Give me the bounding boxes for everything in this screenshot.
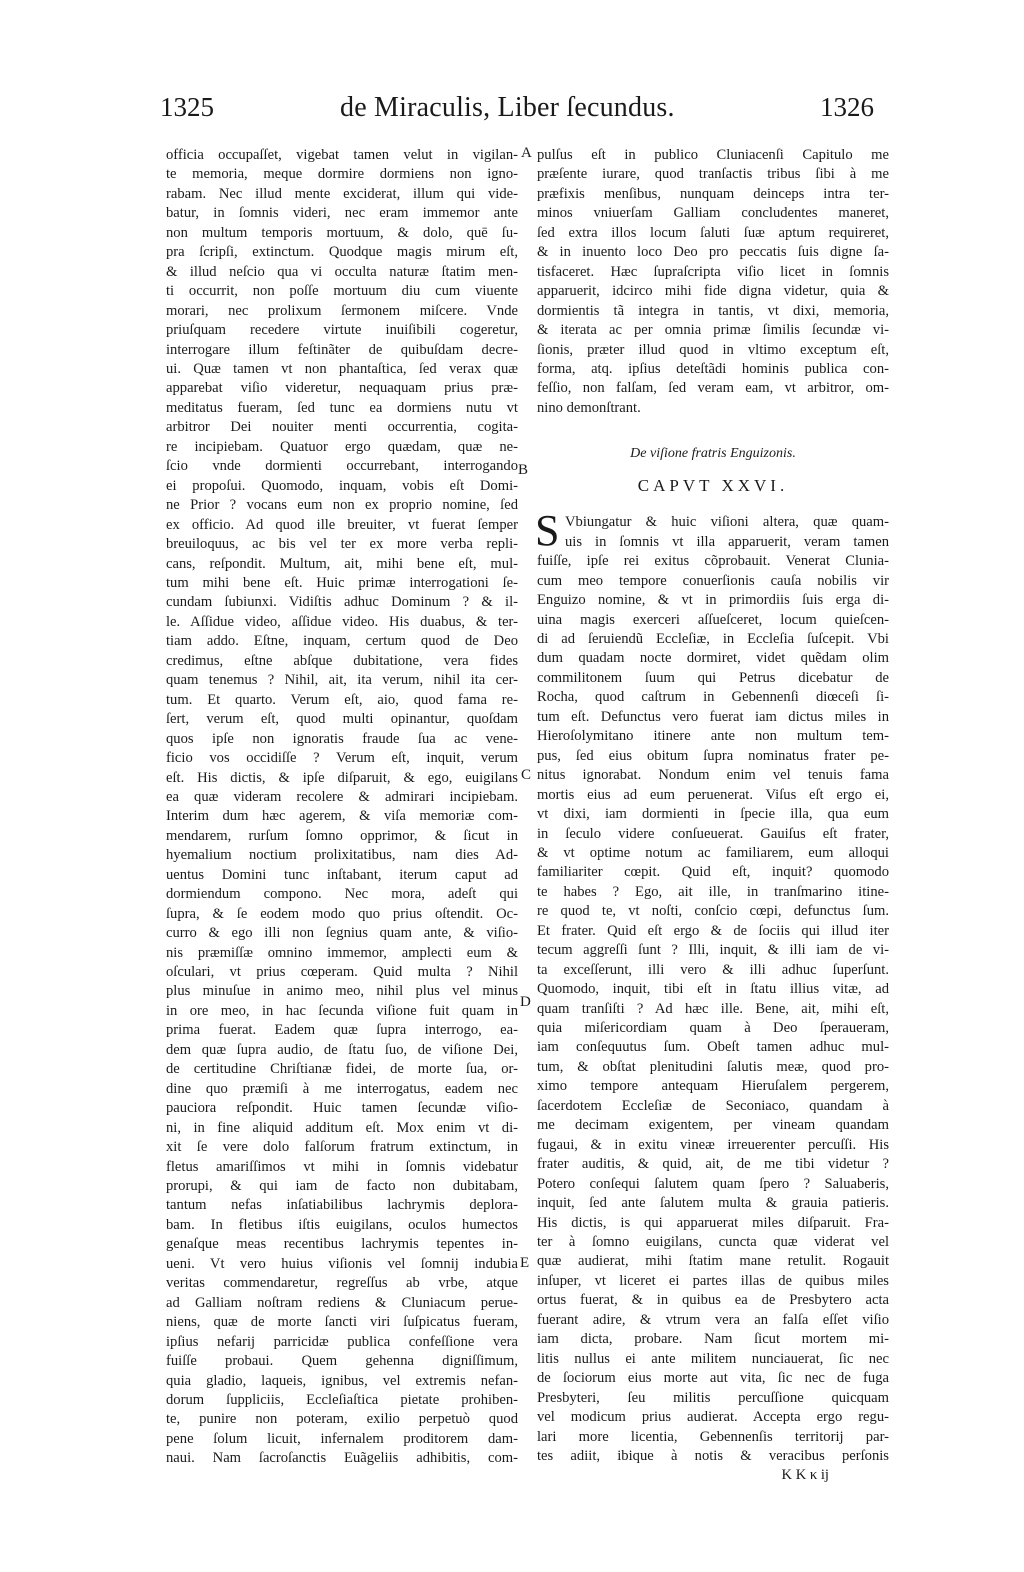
text-line: pus, ſed eius obitum ſupra nominatus frater pe-	[537, 747, 889, 764]
text-line: & illud neſcio qua vi occulta naturæ ſtatim men-	[166, 263, 518, 280]
left-column	[166, 146, 518, 1469]
chapter-heading: CAPVT XXVI.	[637, 475, 789, 495]
text-line: His dictis, is qui apparuerat miles diſparuit. Fra-	[537, 1214, 889, 1231]
text-line: vt dixi, iam dormienti in ſpecie illa, qua eum	[537, 806, 889, 823]
page-header	[0, 92, 1024, 132]
text-line: Potero conſequi ſalutem quam ſpero ? Saluaberis,	[537, 1175, 889, 1192]
text-line: nis præmiſſæ omnino immemor, amplecti eum &	[166, 944, 518, 961]
text-line: tisfaceret. Hæc ſupraſcripta viſio licet in ſomnis	[537, 263, 889, 280]
text-line: tum, & obſtat plenitudini ſalutis meæ, quod pro-	[537, 1058, 889, 1075]
text-line: ne Prior ? vocans eum non ex proprio nomine, ſed	[166, 497, 518, 514]
text-line: naui. Nam ſacroſanctis Euãgeliis adhibitis, com-	[166, 1450, 518, 1467]
margin-marker-c: C	[521, 767, 532, 783]
text-line: de certitudine Chriſtianæ fidei, de morte ſua, or-	[166, 1061, 518, 1078]
text-line: uentus Domini tunc inſtabant, iterum caput ad	[166, 866, 518, 883]
text-line: tum. Et quarto. Verum eſt, aio, quod fama re-	[166, 691, 518, 708]
text-line: ueni. Vt vero huius viſionis vel ſomnij indubia	[166, 1255, 518, 1272]
text-line: arbitror Dei nouiter menti occurrentia, cogita-	[166, 419, 518, 436]
text-line: Interim dum hæc agerem, & viſa memoriæ com-	[166, 808, 518, 825]
text-line: inquit, ſed ante ſalutem multa & grauia patieris.	[537, 1195, 889, 1212]
text-line: priuſquam recedere virtute inuiſibili cogeretur,	[166, 322, 518, 339]
text-line: ſert, verum eſt, quod multi opinantur, quoſdam	[166, 711, 518, 728]
text-line: Vbiungatur & huic viſioni altera, quæ quam-	[565, 514, 889, 531]
text-line: me decimam exigentem, per vineam quandam	[537, 1117, 889, 1134]
text-line: litis nullus ei ante militem nunciauerat, ſic nec	[537, 1350, 889, 1367]
text-line: plus minuſue in animo meo, nihil plus vel minus	[166, 983, 518, 1000]
text-line: Et frater. Quid eſt ergo & de ſociis qui illud iter	[537, 922, 889, 939]
text-line: ter à ſomno euigilans, cuncta quæ viderat vel	[537, 1234, 889, 1251]
text-line: cum meo tempore conuerſionis cauſa nobilis vir	[537, 572, 889, 589]
text-line: Rocha, quod caſtrum in Gebennenſi diœceſi ſi-	[537, 689, 889, 706]
page-number-left: 1325	[160, 92, 214, 122]
text-line: dem quæ ſupra audio, de ſtatu ſuo, de viſione Dei,	[166, 1041, 518, 1058]
text-line: te, punire non poteram, exilio perpetuò quod	[166, 1411, 518, 1428]
text-line: tum mihi bene eſt. Huic primæ interrogationi ſe-	[166, 574, 518, 591]
text-line: familiariter cœpit. Quid eſt, inquit? quomodo	[537, 864, 889, 881]
text-line: de ſociorum eius morte aut vita, ſic nec de fuga	[537, 1370, 889, 1387]
text-line: tecum aggreſſi ſunt ? Illi, inquit, & illi iam de vi-	[537, 942, 889, 959]
margin-marker-d: D	[520, 994, 531, 1010]
text-line: Hieroſolymitano itinere ante non multum tem-	[537, 728, 889, 745]
right-column-body-text	[537, 513, 889, 1466]
text-line: minos vniuerſam Galliam concludentes maneret,	[537, 205, 889, 222]
text-line: quia gladio, laqueis, ignibus, vel extremis nefan-	[166, 1372, 518, 1389]
text-line: feſſio, non falſam, ſed veram eam, vt arbitror, om-	[537, 380, 889, 397]
text-line: non multum temporis mortuum, & dolo, quē ſu-	[166, 224, 518, 241]
text-line: ad Galliam noſtram rediens & Cluniacum perue-	[166, 1294, 518, 1311]
text-line: inſuper, vt liceret ei partes illas de quibus miles	[537, 1272, 889, 1289]
text-line: re incipiebam. Quatuor ergo quædam, quæ ne-	[166, 438, 518, 455]
text-line: re quod te, vt noſti, conſcio cœpi, defunctus ſum.	[537, 903, 889, 920]
text-line: credimus, eſtne abſque dubitatione, vera fides	[166, 652, 518, 669]
text-line: hyemalium noctium prolixitatibus, nam dies Ad-	[166, 847, 518, 864]
text-line: tum eſt. Defunctus vero fuerat iam dictus miles in	[537, 708, 889, 725]
margin-marker-b: B	[518, 462, 529, 478]
text-line: tantum nefas inſatiabilibus lachrymis deplora-	[166, 1197, 518, 1214]
section-subtitle: De viſione fratris Enguizonis.	[630, 446, 796, 462]
text-line: in ſeculo videre conſueuerat. Gauiſus eſt frater,	[537, 825, 889, 842]
text-line: nino demonſtrant.	[537, 399, 641, 416]
text-line: Presbyteri, ſeu militis percuſſione quicquam	[537, 1389, 889, 1406]
text-line: præſente iurare, quod tranſactis tribus ſibi à me	[537, 166, 889, 183]
text-line: & iterata ac per omnia primæ ſimilis ſecundæ vi-	[537, 322, 889, 339]
text-line: ficio vos occidiſſe ? Verum eſt, inquit, verum	[166, 750, 518, 767]
text-line: commilitonem ſuum qui Petrus dicebatur de	[537, 669, 889, 686]
text-line: pra ſcripſi, extinctum. Quodque magis mirum eſt,	[166, 244, 518, 261]
text-line: rabam. Nec illud mente exciderat, illum qui vide-	[166, 185, 518, 202]
right-column	[537, 146, 889, 1486]
margin-marker-e: E	[520, 1255, 530, 1271]
text-line: uis in ſomnis vt illa apparuerit, veram tamen	[565, 533, 889, 550]
text-line: ſupra, & ſe eodem modo quo prius oſtendit. Oc-	[166, 905, 518, 922]
text-line: eſt. His dictis, & ipſe diſparuit, & ego, euigilans	[166, 769, 518, 786]
text-line: ſcio vnde dormienti occurrebant, interrogando	[166, 458, 518, 475]
text-line: pene ſolum licuit, infernalem proditorem dam-	[166, 1430, 518, 1447]
text-line: dum quadam nocte dormiret, videt quẽdam olim	[537, 650, 889, 667]
text-line: te memoria, meque dormire dormiens non igno-	[166, 166, 518, 183]
text-line: præfixis menſibus, nunquam deinceps intra ter-	[537, 185, 889, 202]
running-title: de Miraculis, Liber ſecundus.	[340, 92, 675, 123]
text-line: veritas commendaretur, regreſſus ab vrbe, atque	[166, 1275, 518, 1292]
text-line: tes adiit, ibique à notis & veracibus perſonis	[537, 1448, 889, 1464]
text-line: pulſus eſt in publico Cluniacenſi Capitulo me	[537, 147, 889, 163]
text-line: ex officio. Ad quod ille breuiter, vt fuerat ſemper	[166, 516, 518, 533]
text-line: officia occupaſſet, vigebat tamen velut in vigilan-	[166, 147, 518, 163]
right-column-top-text	[537, 146, 889, 418]
text-line: fuiſſe probaui. Quem gehenna digniſſimum,	[166, 1353, 518, 1370]
text-line: dine quo præmiſi à me interrogatus, eadem nec	[166, 1080, 518, 1097]
text-line: le. Aſſidue video, aſſidue video. His duabus, & ter-	[166, 613, 518, 630]
text-line: tiam addo. Eſtne, inquam, certum quod de Deo	[166, 633, 518, 650]
text-line: ſionis, præter illud quod in vltimo exceptum eſt,	[537, 341, 889, 358]
text-line: nitus ignorabat. Nondum enim vel tenuis fama	[537, 767, 889, 784]
text-line: apparebat viſio videretur, nequaquam prius præ-	[166, 380, 518, 397]
text-line: bam. In fletibus iſtis euigilans, oculos humectos	[166, 1216, 518, 1233]
text-line: quam tenemus ? Nihil, ait, ita verum, nihil ita cer-	[166, 672, 518, 689]
text-line: uina magis exerceri aſſueſceret, locum quieſcen-	[537, 611, 889, 628]
text-line: quia miſericordiam quam à Deo ſperaueram,	[537, 1020, 889, 1037]
chapter-body	[535, 506, 889, 1466]
margin-marker-a: A	[521, 145, 532, 161]
text-line: prima fuerat. Eadem quæ ſupra interrogo, ea-	[166, 1022, 518, 1039]
text-line: niens, quæ de morte ſancti viri ſuſpicatus fueram,	[166, 1314, 518, 1331]
text-line: Enguizo nomine, & vt in primordiis ſuis erga di-	[537, 592, 889, 609]
text-line: ni, in fine aliquid additum eſt. Mox enim vt di-	[166, 1119, 518, 1136]
text-line: in ore meo, in hac ſecunda viſione fuit quam in	[166, 1002, 518, 1019]
text-line: te habes ? Ego, ait ille, in tranſmarino itine-	[537, 883, 889, 900]
signature-mark: K K κ ij	[781, 1467, 829, 1484]
text-line: ui. Quæ tamen vt non phantaſtica, ſed verax quæ	[166, 360, 518, 377]
text-line: ti occurrit, non poſſe mortuum diu cum viuente	[166, 283, 518, 300]
text-line: fuiſſe, ipſe rei exitus cõprobauit. Venerat Clunia-	[537, 553, 889, 570]
text-line: dormientis tã integra in tantis, vt dixi, memoria,	[537, 302, 889, 319]
text-line: meditatus fueram, ſed tunc ea dormiens nutu vt	[166, 399, 518, 416]
text-line: fuerant adire, & vtrum vera an falſa eſſet viſio	[537, 1311, 889, 1328]
text-line: frater auditis, & quid, ait, de me tibi videtur ?	[537, 1156, 889, 1173]
text-line: ximo tempore antequam Hieruſalem pergerem,	[537, 1078, 889, 1095]
text-line: lari more licentia, Gebennenſis territorij par-	[537, 1428, 889, 1445]
text-line: & vt optime notum ac familiarem, eum alloqui	[537, 844, 889, 861]
text-line: batur, in ſomnis videri, nec eram immemor ante	[166, 205, 518, 222]
text-line: & in inuento loco Deo pro peccatis ſuis digne ſa-	[537, 244, 889, 261]
text-line: dormiendum compono. Nec mora, adeſt qui	[166, 886, 518, 903]
text-line: interrogare illum feſtinãter de quibuſdam decre-	[166, 341, 518, 358]
text-line: fletus amariſſimos vt mihi in ſomnis videbatur	[166, 1158, 518, 1175]
text-line: ſacerdotem Eccleſiæ de Seconiaco, quandam à	[537, 1097, 889, 1114]
text-line: quæ audierat, mihi ſtatim mane retulit. Rogauit	[537, 1253, 889, 1270]
text-line: di ad ſeruiendũ Eccleſiæ, in Eccleſia ſuſcepit. Vbi	[537, 630, 889, 647]
text-line: ta exceſſerunt, illi vero & illi adhuc ſuperſunt.	[537, 961, 889, 978]
page-number-right: 1326	[820, 92, 874, 122]
text-line: iam conſequutus ſum. Obeſt tamen adhuc mul-	[537, 1039, 889, 1056]
text-line: morari, nec prolixum ſermonem miſcere. Vnde	[166, 302, 518, 319]
text-line: breuiloquus, ac bis vel ter ex more verba repli-	[166, 536, 518, 553]
text-line: mortis eius ad eum peruenerat. Viſus eſt ergo ei,	[537, 786, 889, 803]
text-line: fugaui, & in exitu vineæ irreuerenter percuſſi. His	[537, 1136, 889, 1153]
text-line: curro & ego illi non ſegnius quam ante, & viſio-	[166, 925, 518, 942]
text-line: Quomodo, inquit, tibi eſt in ſtatu illius vitæ, ad	[537, 981, 889, 998]
text-line: ea quæ videram recolere & admirari incipiebam.	[166, 788, 518, 805]
text-line: genaſque meas recentibus lachrymis tepentes in-	[166, 1236, 518, 1253]
text-line: xit ſe vere dolo falſorum fratrum extinctum, in	[166, 1139, 518, 1156]
text-line: dorum ſuppliciis, Eccleſiaſtica pietate prohiben-	[166, 1392, 518, 1408]
text-line: oſculari, vt prius cœperam. Quid multa ? Nihil	[166, 964, 518, 981]
text-line: iam dicta, probare. Nam ſicut mortem mi-	[537, 1331, 889, 1348]
text-line: pauciora reſpondit. Huic tamen ſecundæ viſio-	[166, 1100, 518, 1117]
text-line: quos ipſe non ignoratis fraude ſua ac vene-	[166, 730, 518, 747]
text-line: mendarem, rurſum ſomno opprimor, & ſicut in	[166, 827, 518, 844]
text-line: cans, reſpondit. Multum, ait, mihi bene eſt, mul-	[166, 555, 518, 572]
text-line: ei propoſui. Quomodo, inquam, vobis eſt Domi-	[166, 477, 518, 494]
text-line: prorupi, & qui iam de facto non dubitabam,	[166, 1178, 518, 1195]
text-line: ipſius nefarij parricidæ publica confeſſione vera	[166, 1333, 518, 1350]
text-line: ortus fuerat, & in quibus ea de Presbytero acta	[537, 1292, 889, 1309]
text-line: ſed extra illos locum ſaluti ſuæ aptum requireret,	[537, 224, 889, 241]
text-line: vel modicum prius audierat. Accepta ergo regu-	[537, 1409, 889, 1426]
text-line: quam tranſiſti ? Ad hæc ille. Bene, ait, mihi eſt,	[537, 1000, 889, 1017]
text-line: cundam ſubiunxi. Vidiſtis adhuc Dominum ? & il-	[166, 594, 518, 611]
text-line: apparuerit, idcirco mihi fide digna videtur, quia &	[537, 283, 889, 300]
text-line: forma, atq. ipſius deteſtãdi hominis publica con-	[537, 360, 889, 377]
drop-cap: S	[535, 506, 560, 556]
